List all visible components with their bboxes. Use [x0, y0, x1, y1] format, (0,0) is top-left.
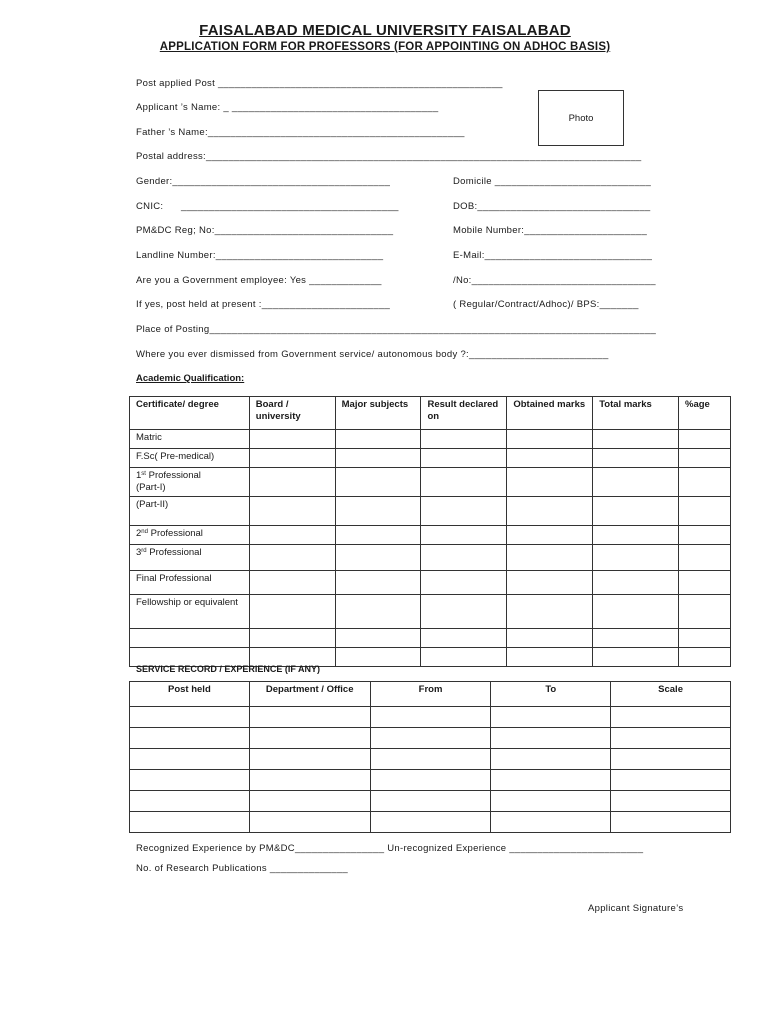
dismissed-field[interactable]: Where you ever dismissed from Government service/ autonomous body ?:_________________________	[136, 349, 609, 360]
service-table	[129, 681, 731, 833]
employment-type-field[interactable]: ( Regular/Contract/Adhoc)/ BPS:_______	[453, 299, 639, 310]
col-total-marks: Total marks	[593, 397, 679, 430]
col-post-held: Post held	[130, 682, 250, 707]
table-row	[130, 497, 731, 526]
table-row	[130, 749, 731, 770]
col-result-declared: Result declared on	[421, 397, 507, 430]
dob-field[interactable]: DOB:_______________________________	[453, 201, 651, 212]
gender-field[interactable]: Gender:_______________________________________	[136, 176, 391, 187]
academic-header-row	[130, 397, 731, 430]
row-final-professional: Final Professional	[130, 571, 250, 595]
academic-table	[129, 396, 731, 667]
col-scale: Scale	[611, 682, 731, 707]
photo-label: Photo	[568, 112, 594, 124]
col-percentage: %age	[679, 397, 731, 430]
table-row	[130, 571, 731, 595]
table-row	[130, 545, 731, 571]
row-fellowship: Fellowship or equivalent	[130, 595, 250, 629]
academic-heading: Academic Qualification:	[136, 373, 245, 384]
table-row	[130, 707, 731, 728]
post-held-present-field[interactable]: If yes, post held at present :_______________________	[136, 299, 391, 310]
cnic-label: CNIC:	[136, 201, 164, 212]
publications-field[interactable]: No. of Research Publications ______________	[136, 863, 349, 874]
form-subtitle: APPLICATION FORM FOR PROFESSORS (FOR APPOINTING ON ADHOC BASIS)	[159, 41, 611, 53]
service-heading: SERVICE RECORD / EXPERIENCE (IF ANY)	[136, 664, 321, 674]
col-obtained-marks: Obtained marks	[507, 397, 593, 430]
post-applied-field[interactable]: Post applied Post ___________________________________________________	[136, 78, 503, 89]
landline-field[interactable]: Landline Number:______________________________	[136, 250, 384, 261]
table-row	[130, 629, 731, 648]
mobile-number-field[interactable]: Mobile Number:______________________	[453, 225, 648, 236]
row-1st-professional: 1st Professional (Part-I)	[130, 468, 250, 497]
row-2nd-professional: 2nd Professional	[130, 526, 250, 545]
row-part-2: (Part-II)	[130, 497, 250, 526]
col-from: From	[370, 682, 491, 707]
applicant-name-field[interactable]: Applicant ’s Name: _ _____________________________________	[136, 102, 439, 113]
row-3rd-professional: 3rd Professional	[130, 545, 250, 571]
col-to: To	[491, 682, 611, 707]
govt-employee-no-field[interactable]: /No:_________________________________	[453, 275, 656, 286]
domicile-field[interactable]: Domicile ____________________________	[453, 176, 652, 187]
father-name-field[interactable]: Father ’s Name:______________________________________________	[136, 127, 465, 138]
table-row	[130, 430, 731, 449]
cnic-field[interactable]: _______________________________________	[181, 201, 399, 212]
service-header-row	[130, 682, 731, 707]
applicant-signature-label: Applicant Signature’s	[588, 903, 684, 914]
pmdc-reg-field[interactable]: PM&DC Reg; No:________________________________	[136, 225, 394, 236]
form-title: FAISALABAD MEDICAL UNIVERSITY FAISALABAD	[199, 22, 571, 39]
table-row	[130, 526, 731, 545]
table-row	[130, 728, 731, 749]
col-department: Department / Office	[249, 682, 370, 707]
row-fsc: F.Sc( Pre-medical)	[130, 449, 250, 468]
table-row	[130, 791, 731, 812]
experience-field[interactable]: Recognized Experience by PM&DC________________ Un-recognized Experience ________________________	[136, 843, 644, 854]
row-matric: Matric	[130, 430, 250, 449]
place-of-posting-field[interactable]: Place of Posting________________________________________________________________________________	[136, 324, 657, 335]
photo-box	[538, 90, 624, 146]
email-field[interactable]: E-Mail:______________________________	[453, 250, 653, 261]
col-certificate: Certificate/ degree	[130, 397, 250, 430]
postal-address-field[interactable]: Postal address:______________________________________________________________________________	[136, 151, 642, 162]
table-row	[130, 468, 731, 497]
govt-employee-field[interactable]: Are you a Government employee: Yes _____________	[136, 275, 382, 286]
table-row	[130, 449, 731, 468]
table-row	[130, 595, 731, 629]
table-row	[130, 770, 731, 791]
col-major-subjects: Major subjects	[335, 397, 421, 430]
col-board: Board / university	[249, 397, 335, 430]
table-row	[130, 812, 731, 833]
